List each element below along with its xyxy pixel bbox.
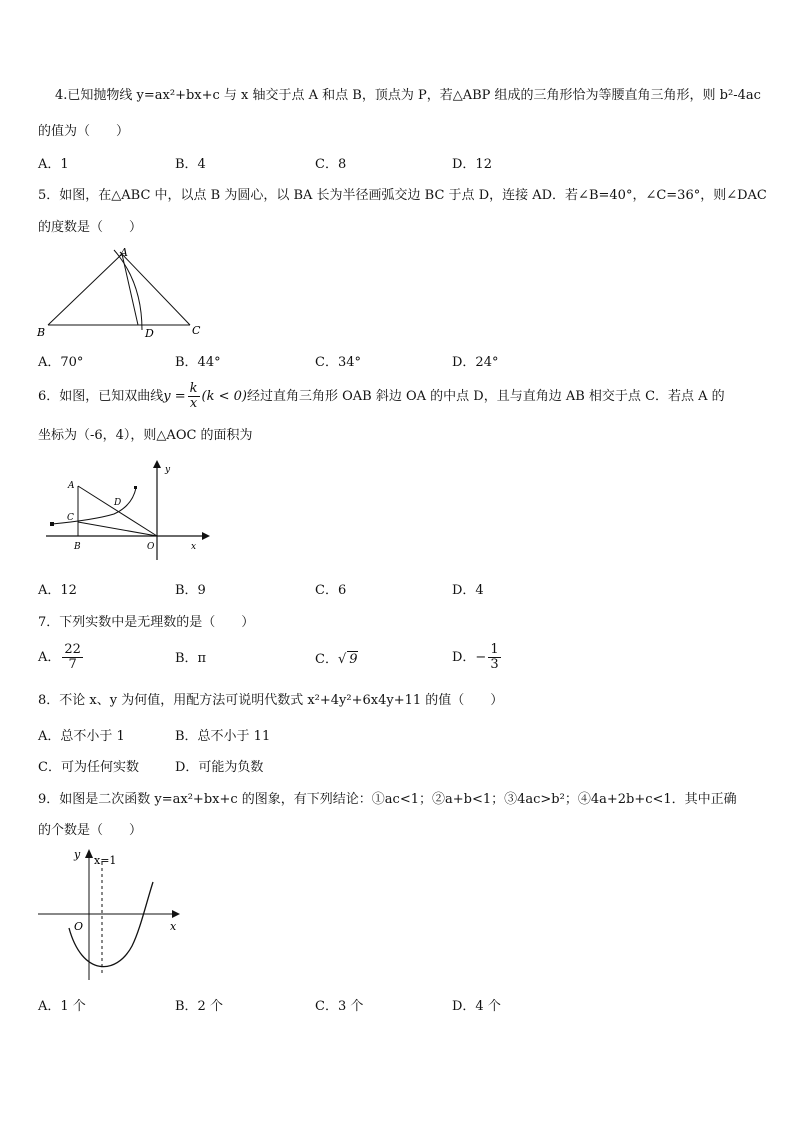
- q6-label-b: B: [74, 542, 81, 552]
- q6-frac-den: x: [189, 396, 198, 411]
- q6-label-a: A: [68, 481, 75, 491]
- q7-option-a-prefix: A．: [38, 650, 61, 665]
- q6-label-o: O: [147, 542, 155, 552]
- q5-label-a: A: [120, 246, 128, 259]
- q5-triangle-figure: [34, 244, 214, 344]
- q8-option-b: B．总不小于 11: [175, 729, 271, 744]
- q6-y-arrow: [153, 460, 161, 468]
- q9-option-b: B．2 个: [175, 999, 223, 1014]
- q9-y-arrow: [85, 849, 93, 858]
- q5-label-d: D: [145, 327, 154, 340]
- q6-hyperbola-figure: [44, 458, 212, 562]
- q7-option-d: [452, 642, 503, 674]
- q7-stem: 7．下列实数中是无理数的是（ ）: [38, 615, 255, 630]
- q6-option-c: C．6: [315, 583, 347, 598]
- q5-option-b: B．44°: [175, 355, 221, 370]
- q6-option-d: D．4: [452, 583, 484, 598]
- q4-option-b: B．4: [175, 157, 206, 172]
- q6-cond: (k < 0): [201, 389, 247, 404]
- q5-stem-line1: 5．如图，在△ABC 中，以点 B 为圆心，以 BA 长为半径画弧交边 BC 于点 D，连接 AD．若∠B=40°，∠C=36°，则∠DAC: [38, 188, 767, 203]
- q6-curve-endpoint-upper: [134, 486, 137, 489]
- q6-stem-post: 经过直角三角形 OAB 斜边 OA 的中点 D，且与直角边 AB 相交于点 C．若点 A 的: [247, 389, 725, 404]
- q8-option-c: C．可为任何实数: [38, 760, 139, 775]
- q7-option-a-num: 22: [64, 642, 81, 657]
- q7-option-d-num: 1: [490, 642, 499, 657]
- q5-side-ac: [120, 252, 190, 325]
- q9-label-y: y: [74, 848, 81, 861]
- q5-side-ba: [48, 254, 122, 325]
- q4-option-d: D．12: [452, 157, 492, 172]
- q7-option-d-den: 3: [490, 657, 499, 672]
- q4-option-a: A．1: [38, 157, 69, 172]
- q9-parabola-figure: [36, 844, 186, 984]
- q9-option-a: A．1 个: [38, 999, 86, 1014]
- q5-label-b: B: [37, 326, 46, 339]
- q8-stem: 8．不论 x、y 为何值，用配方法可说明代数式 x²+4y²+6x4y+11 的值（ ）: [38, 693, 504, 708]
- q9-stem-line2: 的个数是（ ）: [38, 823, 143, 838]
- q6-stem-line2: 坐标为（-6，4），则△AOC 的面积为: [38, 428, 253, 443]
- q9-option-c: C．3 个: [315, 999, 364, 1014]
- q9-x-arrow: [172, 910, 180, 918]
- q5-option-a: A．70°: [38, 355, 84, 370]
- q7-option-c-prefix: C．: [315, 652, 338, 667]
- q9-option-d: D．4 个: [452, 999, 501, 1014]
- q4-stem-line1: 4.已知抛物线 y=ax²+bx+c 与 x 轴交于点 A 和点 B，顶点为 P，若△ABP 组成的三角形恰为等腰直角三角形，则 b²-4ac: [55, 88, 761, 103]
- q5-arc: [114, 250, 142, 330]
- q5-label-c: C: [192, 324, 201, 337]
- sqrt-icon: √: [337, 652, 347, 667]
- q7-option-c: [315, 651, 358, 668]
- q6-label-y: y: [165, 465, 171, 475]
- q9-label-axis: x=1: [94, 854, 117, 867]
- q7-option-a-den: 7: [68, 657, 77, 672]
- q6-label-c: C: [67, 513, 74, 523]
- q5-stem-line2: 的度数是（ ）: [38, 220, 143, 235]
- q5-option-c: C．34°: [315, 355, 361, 370]
- q6-option-b: B．9: [175, 583, 206, 598]
- q9-label-o: O: [74, 920, 84, 933]
- q7-option-d-fraction: [488, 643, 500, 672]
- q8-option-d: D．可能为负数: [175, 760, 264, 775]
- q6-fraction: [188, 382, 200, 411]
- q6-frac-num: k: [189, 381, 198, 396]
- q5-option-d: D．24°: [452, 355, 499, 370]
- q6-label-x: x: [191, 542, 197, 552]
- q7-option-a-fraction: [62, 643, 83, 672]
- q4-option-c: C．8: [315, 157, 347, 172]
- q7-option-a: [38, 642, 85, 674]
- q6-stem-line1: [38, 382, 725, 412]
- q7-option-b: B．π: [175, 651, 207, 666]
- q9-label-x: x: [170, 920, 177, 933]
- q9-stem-line1: 9．如图是二次函数 y=ax²+bx+c 的图象，有下列结论：①ac<1；②a+b<1；③4ac>b²；④4a+2b+c<1．其中正确: [38, 792, 737, 807]
- q6-y-eq: y =: [163, 389, 186, 404]
- q7-option-c-radicand: 9: [349, 652, 358, 667]
- q4-stem-line2: 的值为（ ）: [38, 124, 130, 139]
- q8-option-a: A．总不小于 1: [38, 729, 125, 744]
- q6-label-d: D: [114, 498, 122, 508]
- q6-stem-pre: 6．如图，已知双曲线: [38, 389, 164, 404]
- q6-curve-endpoint: [50, 522, 54, 526]
- q6-hyperbola-curve: [52, 488, 136, 524]
- q6-x-arrow: [202, 532, 210, 540]
- q7-option-d-prefix: D．−: [452, 650, 487, 665]
- q6-option-a: A．12: [38, 583, 77, 598]
